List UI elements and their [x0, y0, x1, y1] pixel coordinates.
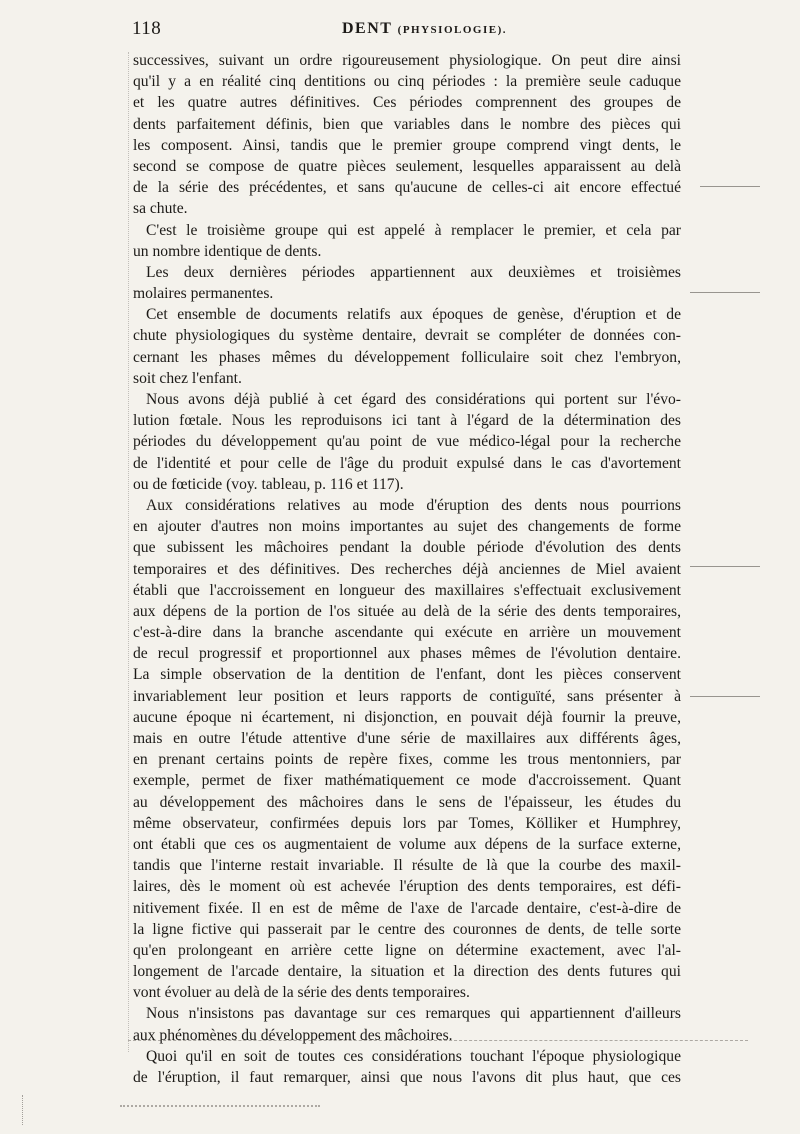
running-head-subtitle: (PHYSIOLOGIE). [397, 24, 507, 36]
text-line: chute physiologiques du système dentaire, devrait se compléter de données con- [133, 327, 681, 345]
text-line: un nombre identique de dents. [133, 242, 322, 260]
running-head-title: DENT [342, 20, 393, 37]
margin-dash-mark [700, 186, 760, 187]
text-line: périodes du développement qu'au point de vue médico-légal pour la recherche [133, 433, 681, 451]
text-line: nitivement fixée. Il en est de même de l'axe de l'arcade dentaire, c'est-à-dire de [133, 899, 681, 917]
text-line: que subissent les mâchoires pendant la double période d'évolution des dents [133, 539, 681, 557]
text-line: et les quatre autres définitives. Ces périodes comprennent des groupes de [133, 94, 681, 112]
text-line: La simple observation de la dentition de l'enfant, dont les pièces conservent [133, 666, 681, 684]
body-text [133, 50, 681, 1088]
text-line: laires, dès le moment où est achevée l'éruption des dents temporaires, est défi- [133, 878, 681, 896]
text-line: de la série des précédentes, et sans qu'aucune de celles-ci ait encore effectué [133, 179, 681, 197]
left-margin-binding-marks [128, 52, 131, 1052]
bottom-dotted-mark [120, 1105, 320, 1108]
text-line: Quoi qu'il en soit de toutes ces considérations touchant l'époque physiologique [146, 1047, 681, 1065]
text-line: temporaires et des définitives. Des recherches déjà anciennes de Miel avaient [133, 560, 681, 578]
text-line: Les deux dernières périodes appartiennent aux deuxièmes et troisièmes [146, 263, 681, 281]
text-line: même observateur, confirmées depuis lors par Tomes, Kölliker et Humphrey, [133, 814, 681, 832]
text-line: second se compose de quatre pièces seulement, lesquelles apparaissent au delà [133, 157, 681, 175]
margin-dash-mark [690, 566, 760, 567]
text-line: Nous avons déjà publié à cet égard des considérations qui portent sur l'évo- [146, 391, 681, 408]
text-line: au développement des mâchoires dans le sens de l'épaisseur, les études du [133, 793, 681, 811]
text-line: Cet ensemble de documents relatifs aux époques de genèse, d'éruption et de [146, 306, 681, 324]
text-line: longement de l'arcade dentaire, la situation et la direction des dents futures qui [133, 963, 681, 981]
text-line: c'est-à-dire dans la branche ascendante qui exécute en arrière un mouvement [133, 624, 681, 642]
page-header [132, 18, 682, 48]
text-line: de l'éruption, il faut remarquer, ainsi que nous l'avons dit plus haut, que ces [133, 1069, 681, 1086]
text-line: aux phénomènes du développement des mâchoires. [133, 1026, 453, 1044]
margin-dash-mark [690, 292, 760, 293]
text-line: soit chez l'enfant. [133, 369, 242, 387]
text-line: tandis que l'interne restait invariable. Il résulte de là que la courbe des maxil- [133, 857, 681, 875]
margin-dash-mark [690, 696, 760, 697]
text-line: exemple, permet de fixer mathématiquement ce mode d'accroissement. Quant [133, 772, 681, 790]
text-line: vont évoluer au delà de la série des dents temporaires. [133, 984, 470, 1002]
text-line: ou de fœticide (voy. tableau, p. 116 et 117). [133, 475, 404, 493]
text-line: successives, suivant un ordre rigoureusement physiologique. On peut dire ainsi [133, 52, 681, 69]
text-line: dents parfaitement définis, bien que variables dans le nombre des pièces qui [133, 115, 681, 133]
text-line: de recul progressif et proportionnel aux phases mêmes de l'évolution dentaire. [133, 645, 681, 663]
text-line: C'est le troisième groupe qui est appelé à remplacer le premier, et cela par [146, 221, 681, 239]
page-number: 118 [132, 18, 162, 39]
text-line: Nous n'insistons pas davantage sur ces remarques qui appartiennent d'ailleurs [146, 1005, 681, 1023]
bottom-rule [128, 1040, 748, 1042]
text-line: aux dépens de la portion de l'os située au delà de la série des dents temporaires, [133, 602, 681, 620]
text-line: qu'en prolongeant en arrière cette ligne on détermine exactement, avec l'al- [133, 941, 681, 959]
text-line: mais en outre l'étude attentive d'une série de maxillaires aux différents âges, [133, 730, 681, 747]
text-line: en prenant certains points de repère fixes, comme les trous mentonniers, par [133, 751, 681, 769]
text-line: établi que l'accroissement en longueur des maxillaires s'effectuait exclusivement [133, 581, 681, 599]
text-line: ont établi que ces os augmentaient de volume aux dépens de la surface externe, [133, 835, 681, 853]
text-line: Aux considérations relatives au mode d'éruption des dents nous pourrions [146, 496, 681, 514]
text-line: qu'il y a en réalité cinq dentitions ou cinq périodes : la première seule caduque [133, 73, 681, 91]
text-line: de l'identité et pour celle de l'âge du produit expulsé dans le cas d'avortement [133, 454, 681, 472]
text-line: lution fœtale. Nous les reproduisons ici tant à l'égard de la détermination des [133, 412, 681, 430]
running-head [342, 20, 507, 38]
text-line: cernant les phases mêmes du développement folliculaire soit chez l'embryon, [133, 348, 681, 366]
text-line: en ajouter d'autres non moins importantes au sujet des changements de forme [133, 518, 681, 536]
left-edge-mark [22, 1095, 24, 1125]
text-line: molaires permanentes. [133, 285, 274, 303]
text-line: aucune époque ni écartement, ni disjonction, en pouvait déjà fournir la preuve, [133, 708, 681, 726]
text-line: la ligne fictive qui passerait par le centre des couronnes de dents, de telle sorte [133, 920, 681, 938]
text-line: invariablement leur position et leurs rapports de contiguïté, sans présenter à [133, 687, 681, 705]
text-line: les composent. Ainsi, tandis que le premier groupe comprend vingt dents, le [133, 136, 681, 154]
text-line: sa chute. [133, 200, 188, 218]
